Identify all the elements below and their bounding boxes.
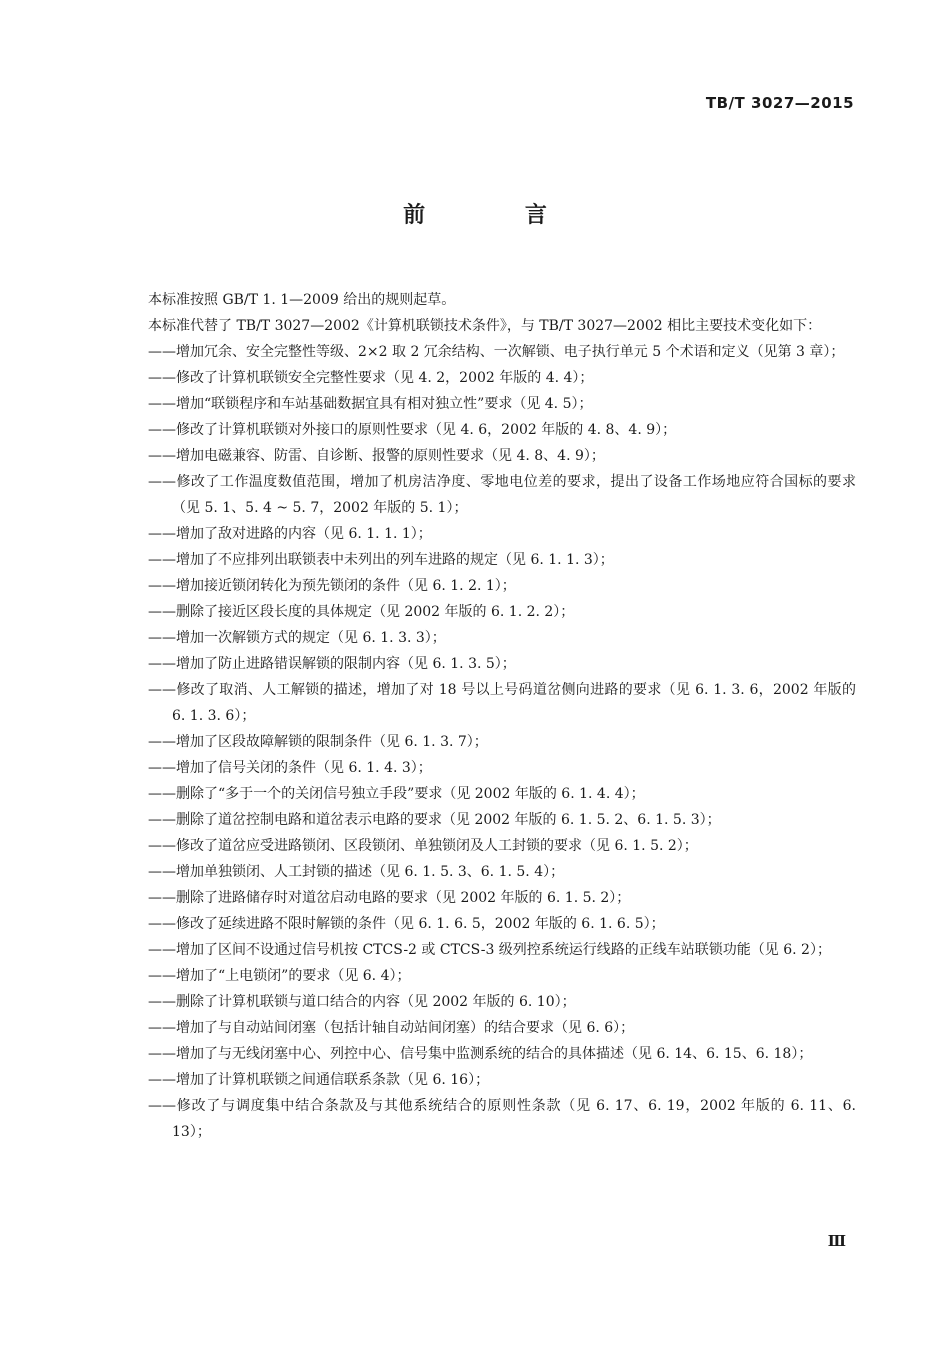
list-item: ——增加冗余、安全完整性等级、2×2 取 2 冗余结构、一次解锁、电子执行单元 5 个术语和定义（见第 3 章）； <box>148 344 845 360</box>
list-item: ——增加了防止进路错误解锁的限制内容（见 6. 1. 3. 5）； <box>148 656 516 672</box>
list-item: ——修改了取消、人工解锁的描述，增加了对 18 号以上号码道岔侧向进路的要求（见 6. 1. 3. 6，2002 年版的 6. 1. 3. 6）； <box>148 682 856 724</box>
list-item: ——增加一次解锁方式的规定（见 6. 1. 3. 3）； <box>148 630 446 646</box>
list-item: ——修改了道岔应受进路锁闭、区段锁闭、单独锁闭及人工封锁的要求（见 6. 1. 5. 2）； <box>148 838 698 854</box>
list-item: ——增加“联锁程序和车站基础数据宜具有相对独立性”要求（见 4. 5）； <box>148 396 593 412</box>
document-body <box>116 287 856 1145</box>
list-item: ——增加了计算机联锁之间通信联系条款（见 6. 16）； <box>148 1072 490 1088</box>
list-item: ——删除了进路储存时对道岔启动电路的要求（见 2002 年版的 6. 1. 5. 2）； <box>148 890 631 906</box>
list-item: ——增加单独锁闭、人工封锁的描述（见 6. 1. 5. 3、6. 1. 5. 4）； <box>148 864 565 880</box>
list-item: ——删除了道岔控制电路和道岔表示电路的要求（见 2002 年版的 6. 1. 5. 2、6. 1. 5. 3）； <box>148 812 721 828</box>
intro-paragraph: 本标准按照 GB/T 1. 1—2009 给出的规则起草。 <box>148 292 456 308</box>
list-item: ——删除了接近区段长度的具体规定（见 2002 年版的 6. 1. 2. 2）； <box>148 604 575 620</box>
list-item: ——修改了延续进路不限时解锁的条件（见 6. 1. 6. 5，2002 年版的 6. 1. 6. 5）； <box>148 916 665 932</box>
list-item: ——增加了区间不设通过信号机按 CTCS-2 或 CTCS-3 级列控系统运行线路的正线车站联锁功能（见 6. 2）； <box>148 942 831 958</box>
list-item: ——修改了与调度集中结合条款及与其他系统结合的原则性条款（见 6. 17、6. 19，2002 年版的 6. 11、6. 13）； <box>148 1098 856 1140</box>
list-item: ——增加了与无线闭塞中心、列控中心、信号集中监测系统的结合的具体描述（见 6. 14、6. 15、6. 18）； <box>148 1046 813 1062</box>
list-item: ——修改了计算机联锁安全完整性要求（见 4. 2，2002 年版的 4. 4）； <box>148 370 594 386</box>
document-code: TB/T 3027—2015 <box>705 94 854 112</box>
list-item: ——增加电磁兼容、防雷、自诊断、报警的原则性要求（见 4. 8、4. 9）； <box>148 448 605 464</box>
list-item: ——增加了信号关闭的条件（见 6. 1. 4. 3）； <box>148 760 432 776</box>
list-item: ——增加了区段故障解锁的限制条件（见 6. 1. 3. 7）； <box>148 734 488 750</box>
list-item: ——删除了“多于一个的关闭信号独立手段”要求（见 2002 年版的 6. 1. 4. 4）； <box>148 786 645 802</box>
intro-paragraph: 本标准代替了 TB/T 3027—2002《计算机联锁技术条件》，与 TB/T 3027—2002 相比主要技术变化如下： <box>148 318 822 334</box>
list-item: ——修改了工作温度数值范围，增加了机房洁净度、零地电位差的要求，提出了设备工作场地应符合国标的要求（见 5. 1、5. 4 ~ 5. 7，2002 年版的 5. 1）； <box>148 474 856 516</box>
list-item: ——增加了与自动站间闭塞（包括计轴自动站间闭塞）的结合要求（见 6. 6）； <box>148 1020 635 1036</box>
page-number: Ⅲ <box>827 1234 846 1250</box>
list-item: ——删除了计算机联锁与道口结合的内容（见 2002 年版的 6. 10）； <box>148 994 576 1010</box>
list-item: ——增加了敌对进路的内容（见 6. 1. 1. 1）； <box>148 526 432 542</box>
list-item: ——增加了不应排列出联锁表中未列出的列车进路的规定（见 6. 1. 1. 3）； <box>148 552 614 568</box>
list-item: ——修改了计算机联锁对外接口的原则性要求（见 4. 6，2002 年版的 4. 8、4. 9）； <box>148 422 677 438</box>
list-item: ——增加接近锁闭转化为预先锁闭的条件（见 6. 1. 2. 1）； <box>148 578 516 594</box>
page-title: 前 言 <box>403 203 593 228</box>
list-item: ——增加了“上电锁闭”的要求（见 6. 4）； <box>148 968 411 984</box>
changes-list <box>116 339 856 1145</box>
